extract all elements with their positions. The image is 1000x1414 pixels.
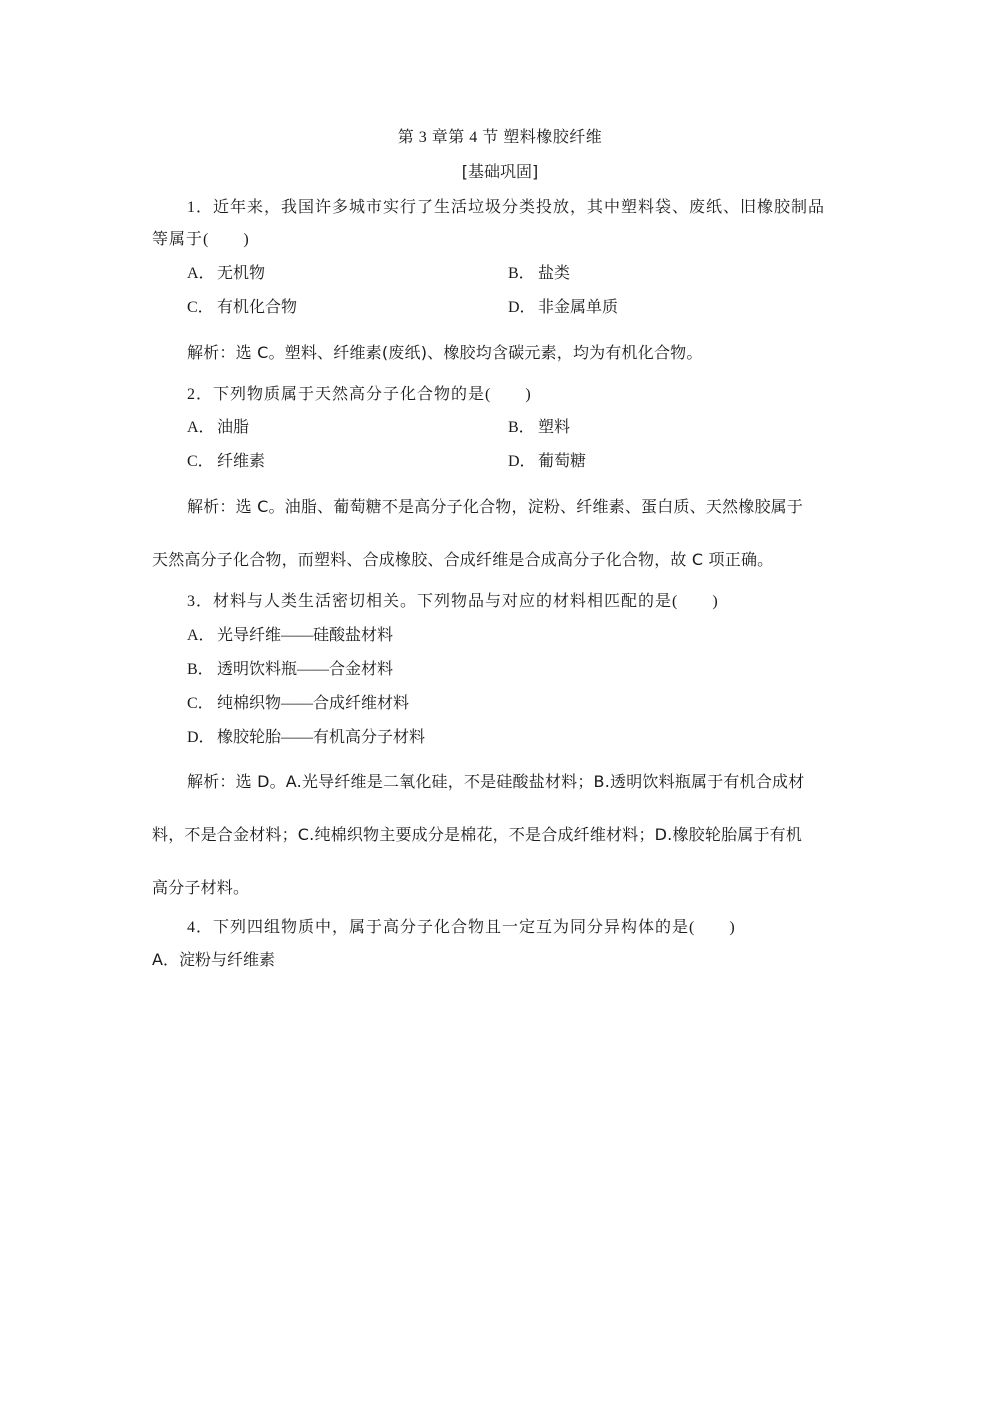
question-stem-line: 4．下列四组物质中，属于高分子化合物且一定互为同分异构体的是( ) (187, 919, 736, 936)
analysis-line: 解析：选 C。塑料、纤维素(废纸)、橡胶均含碳元素，均为有机化合物。 (187, 343, 703, 362)
option-c (187, 298, 297, 318)
analysis-line: 料，不是合金材料；C.纯棉织物主要成分是棉花，不是合成纤维材料；D.橡胶轮胎属于有机 (152, 825, 803, 844)
option-label: D． (508, 453, 536, 470)
option-label: A． (187, 265, 215, 282)
analysis-line: 解析：选 D。A.光导纤维是二氧化硅，不是硅酸盐材料；B.透明饮料瓶属于有机合成材 (187, 772, 805, 791)
option-b (187, 660, 393, 680)
option-label: C． (187, 695, 214, 712)
question-stem-line: 等属于( ) (152, 231, 250, 248)
option-text: 有机化合物 (217, 299, 298, 316)
question-stem-line: 1．近年来，我国许多城市实行了生活垃圾分类投放，其中塑料袋、废纸、旧橡胶制品 (187, 199, 826, 216)
option-d (187, 728, 425, 748)
option-label: C． (187, 453, 214, 470)
option-label: C． (187, 299, 214, 316)
option-text: 透明饮料瓶——合金材料 (217, 661, 394, 678)
option-text: 橡胶轮胎——有机高分子材料 (217, 729, 426, 746)
option-d (508, 452, 586, 472)
analysis-line: 高分子材料。 (152, 878, 250, 897)
option-label: B． (187, 661, 214, 678)
option-a (187, 626, 393, 646)
section-heading: [基础巩固] (461, 162, 539, 181)
option-b (508, 264, 570, 284)
option-text: 塑料 (538, 419, 571, 436)
option-text: 无机物 (217, 265, 266, 282)
option-d (508, 298, 618, 318)
option-text: 盐类 (538, 265, 571, 282)
option-c (187, 694, 409, 714)
option-a (152, 950, 275, 970)
analysis-line: 天然高分子化合物，而塑料、合成橡胶、合成纤维是合成高分子化合物，故 C 项正确。 (152, 550, 774, 569)
option-label: D． (508, 299, 536, 316)
option-a (187, 264, 265, 284)
analysis-line: 解析：选 C。油脂、葡萄糖不是高分子化合物，淀粉、纤维素、蛋白质、天然橡胶属于 (187, 497, 804, 516)
question-stem-line: 2．下列物质属于天然高分子化合物的是( ) (187, 386, 532, 403)
option-b (508, 418, 570, 438)
option-label: A． (152, 950, 179, 969)
option-label: B． (508, 265, 535, 282)
option-label: A． (187, 627, 215, 644)
option-text: 葡萄糖 (538, 453, 587, 470)
option-a (187, 418, 249, 438)
page-title: 第 3 章第 4 节 塑料橡胶纤维 (397, 129, 603, 146)
option-text: 光导纤维——硅酸盐材料 (217, 627, 394, 644)
option-label: A． (187, 419, 215, 436)
option-text: 纤维素 (217, 453, 266, 470)
option-label: D． (187, 729, 215, 746)
option-label: B． (508, 419, 535, 436)
option-text: 淀粉与纤维素 (178, 950, 275, 969)
option-text: 油脂 (217, 419, 250, 436)
question-stem-line: 3．材料与人类生活密切相关。下列物品与对应的材料相匹配的是( ) (187, 593, 719, 610)
option-c (187, 452, 265, 472)
option-text: 非金属单质 (538, 299, 619, 316)
option-text: 纯棉织物——合成纤维材料 (217, 695, 410, 712)
